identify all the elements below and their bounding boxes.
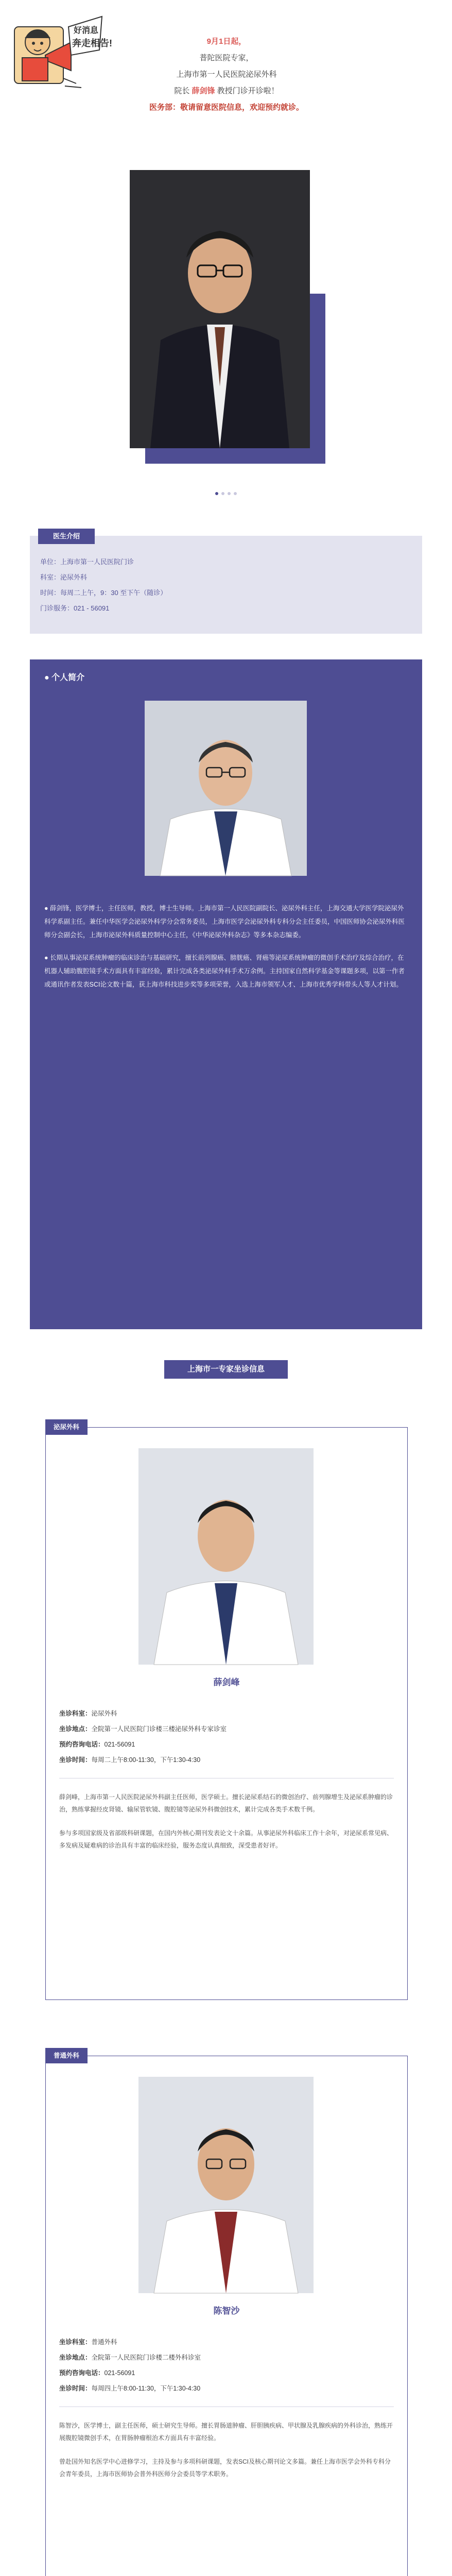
carousel-dot[interactable] (221, 492, 224, 495)
doctor-dept: 泌尿外科 (91, 1710, 117, 1717)
doctor-location: 全院第一人民医院门诊楼三楼泌尿外科专家诊室 (91, 1725, 227, 1733)
doctor-dept: 普通外科 (91, 2338, 117, 2346)
doctor-name: 薛剑峰 (213, 1677, 240, 1687)
doctor-bio (59, 1791, 394, 1863)
doctor-portrait-icon (138, 1448, 314, 1665)
profile-text (44, 902, 408, 1001)
doctor-location: 全院第一人民医院门诊楼二楼外科诊室 (91, 2354, 201, 2361)
doctor-card (45, 1423, 408, 2000)
intro-line-4-suffix: 教授门诊开诊啦！ (215, 87, 279, 95)
carousel-dots[interactable] (0, 488, 452, 498)
profile-paragraph: ● 薛剑锋，医学博士，主任医师，教授，博士生导师。上海市第一人民医院副院长、泌尿外科主任，上海交通大学医学院泌尿外科学系副主任。兼任中华医学会泌尿外科学分会常务委员，上海市医学会泌尿外科专科分会主任委员，中国医师协会泌尿外科医师分会副会长，上海市泌尿外科质量控制中心主任，《中华泌尿外科杂志》等多本杂志编委。 (44, 905, 405, 939)
carousel-dot[interactable] (234, 492, 237, 495)
doctor-card-tab: 普通外科 (45, 2048, 88, 2063)
hero-photo-carousel[interactable] (130, 170, 325, 464)
info-row-phone: 门诊服务：021 - 56091 (40, 604, 110, 612)
info-row-dept: 科室：泌尿外科 (40, 573, 88, 581)
info-panel-tab: 医生介绍 (38, 529, 95, 544)
doctor-meta: 坐诊科室：泌尿外科 坐诊地点：全院第一人民医院门诊楼三楼泌尿外科专家诊室 预约咨询电话：021-56091 坐诊时间：每周二上午8:00-11:30，下午1:30-4:30 (59, 1710, 227, 1764)
bubble-text-2: 奔走相告! (72, 38, 112, 48)
intro-date: 9月1日起， (206, 37, 247, 46)
profile-card (30, 659, 422, 1329)
megaphone-mascot-icon (9, 6, 112, 94)
hero-doctor-photo (130, 170, 310, 448)
mascot-illustration (9, 6, 112, 94)
doctor-phone: 021-56091 (104, 1741, 135, 1748)
doctor-phone: 021-56091 (104, 2369, 135, 2377)
doctor-card-tab: 泌尿外科 (45, 1419, 88, 1435)
doctor-bio (59, 2419, 394, 2492)
doctor-bio-paragraph: 参与多项国家级及省部级科研课题，在国内外核心期刊发表论文十余篇。从事泌尿外科临床工作十余年，对泌尿系常见病、多发病及疑难病的诊治具有丰富的临床经验，服务态度认真细致，深受患者好评。 (59, 1829, 393, 1849)
clinic-info-panel (30, 532, 422, 634)
doctor-meta: 坐诊科室：普通外科 坐诊地点：全院第一人民医院门诊楼二楼外科诊室 预约咨询电话：021-56091 坐诊时间：每周四上午8:00-11:30，下午1:30-4:30 (59, 2338, 201, 2392)
info-list (40, 554, 412, 616)
intro-line-2: 普陀医院专家， (199, 54, 254, 62)
doctor-photo (138, 2077, 314, 2293)
bubble-text: 好消息 (74, 26, 99, 35)
carousel-dot[interactable] (215, 492, 218, 495)
header (0, 0, 452, 129)
doctor-bio-paragraph: 曾赴国外知名医学中心进修学习，主持及参与多项科研课题，发表SCI及核心期刊论文多篇。兼任上海市医学会外科专科分会青年委员，上海市医师协会普外科医师分会委员等学术职务。 (59, 2458, 391, 2478)
doctor-portrait-icon (130, 170, 310, 448)
doctor-portrait-icon (138, 2077, 314, 2293)
doctor-photo (138, 1448, 314, 1665)
carousel-dot[interactable] (228, 492, 231, 495)
profile-paragraph: ● 长期从事泌尿系统肿瘤的临床诊治与基础研究，擅长前列腺癌、膀胱癌、肾癌等泌尿系统肿瘤的微创手术治疗及综合治疗，在机器人辅助腹腔镜手术方面具有丰富经验，累计完成各类泌尿外科手术万余例。主持国家自然科学基金等课题多项，以第一作者或通讯作者发表SCI论文数十篇，获上海市科技进步奖等多项荣誉，入选上海市领军人才、上海市优秀学科带头人等人才计划。 (44, 954, 405, 988)
intro-line-3: 上海市第一人民医院泌尿外科 (176, 70, 277, 79)
doctor-time: 每周四上午8:00-11:30，下午1:30-4:30 (91, 2385, 201, 2392)
info-row-unit: 单位：上海市第一人民医院门诊 (40, 558, 134, 566)
intro-doctor-name: 薛剑锋 (192, 87, 215, 95)
doctor-portrait-icon (145, 701, 307, 876)
info-row-time: 时间：每周二上午，9：30 至下午（随诊） (40, 589, 167, 597)
intro-text (129, 33, 324, 116)
divider (59, 2406, 394, 2407)
doctor-time: 每周二上午8:00-11:30，下午1:30-4:30 (91, 1756, 201, 1764)
intro-emphasis: 医务部：敬请留意医院信息，欢迎预约就诊。 (149, 103, 304, 112)
doctor-bio-paragraph: 薛剑峰，上海市第一人民医院泌尿外科副主任医师，医学硕士。擅长泌尿系结石的微创治疗、前列腺增生及泌尿系肿瘤的诊治，熟练掌握经皮肾镜、输尿管软镜、腹腔镜等泌尿外科微创技术，累计完成各类手术数千例。 (59, 1793, 393, 1813)
profile-photo (145, 701, 307, 876)
doctor-name: 陈智沙 (213, 2306, 240, 2316)
profile-title: ● 个人简介 (44, 673, 85, 682)
doctor-bio-paragraph: 陈智沙，医学博士，副主任医师，硕士研究生导师。擅长胃肠道肿瘤、肝胆胰疾病、甲状腺及乳腺疾病的外科诊治，熟练开展腹腔镜微创手术，在胃肠肿瘤根治术方面具有丰富经验。 (59, 2422, 393, 2442)
doctor-card (45, 2052, 408, 2576)
section-banner: 上海市一专家坐诊信息 (164, 1360, 288, 1379)
intro-line-4-prefix: 院长 (174, 87, 192, 95)
